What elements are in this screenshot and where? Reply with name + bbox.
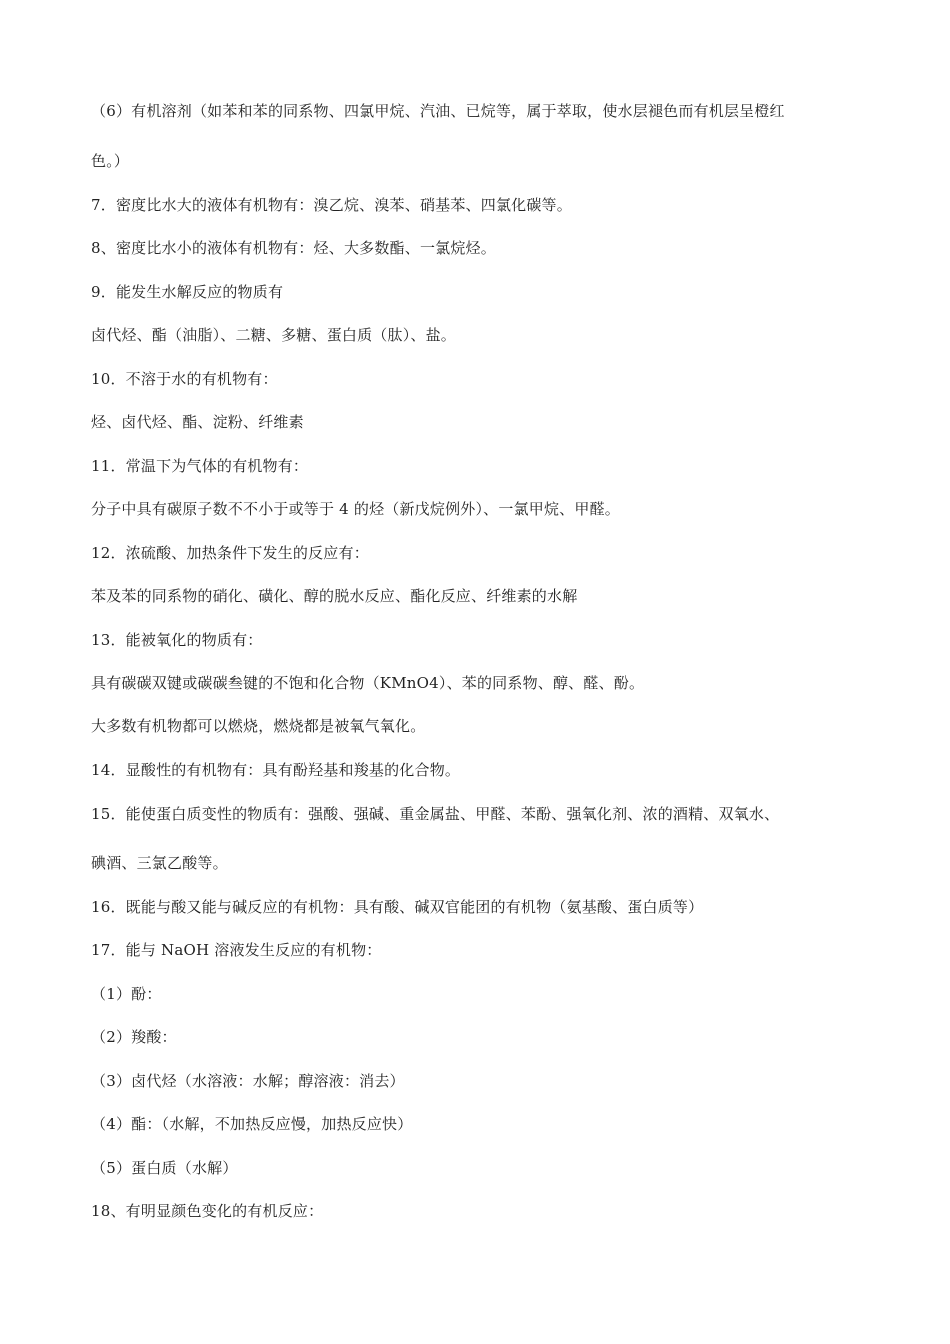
text-line-5: 9．能发生水解反应的物质有 xyxy=(91,283,284,301)
text-line-20: 17．能与 NaOH 溶液发生反应的有机物： xyxy=(91,941,382,959)
text-line-6: 卤代烃、酯（油脂）、二糖、多糖、蛋白质（肽）、盐。 xyxy=(91,326,457,344)
text-line-18: 碘酒、三氯乙酸等。 xyxy=(91,854,228,872)
text-line-4: 8、密度比水小的液体有机物有：烃、大多数酯、一氯烷烃。 xyxy=(91,239,496,257)
text-line-26: 18、有明显颜色变化的有机反应： xyxy=(91,1202,324,1220)
text-line-13: 13．能被氧化的物质有： xyxy=(91,631,263,649)
text-line-3: 7．密度比水大的液体有机物有：溴乙烷、溴苯、硝基苯、四氯化碳等。 xyxy=(91,196,572,214)
text-line-12: 苯及苯的同系物的硝化、磺化、醇的脱水反应、酯化反应、纤维素的水解 xyxy=(91,587,578,605)
text-line-17: 15．能使蛋白质变性的物质有：强酸、强碱、重金属盐、甲醛、苯酚、强氧化剂、浓的酒精、双氧水、 xyxy=(91,805,780,823)
text-line-7: 10．不溶于水的有机物有： xyxy=(91,370,278,388)
text-line-25: （5）蛋白质（水解） xyxy=(91,1159,238,1177)
text-line-11: 12．浓硫酸、加热条件下发生的反应有： xyxy=(91,544,369,562)
text-line-19: 16．既能与酸又能与碱反应的有机物：具有酸、碱双官能团的有机物（氨基酸、蛋白质等） xyxy=(91,898,704,916)
text-line-1: （6）有机溶剂（如苯和苯的同系物、四氯甲烷、汽油、已烷等，属于萃取，使水层褪色而有机层呈橙红 xyxy=(91,102,785,120)
text-line-2: 色。） xyxy=(91,152,130,170)
text-line-21: （1）酚： xyxy=(91,985,162,1003)
text-line-14: 具有碳碳双键或碳碳叁键的不饱和化合物（KMnO4）、苯的同系物、醇、醛、酚。 xyxy=(91,674,645,692)
text-line-23: （3）卤代烃（水溶液：水解；醇溶液：消去） xyxy=(91,1072,405,1090)
text-line-10: 分子中具有碳原子数不不小于或等于 4 的烃（新戊烷例外）、一氯甲烷、甲醛。 xyxy=(91,500,620,518)
text-line-8: 烃、卤代烃、酯、淀粉、纤维素 xyxy=(91,413,304,431)
text-line-9: 11．常温下为气体的有机物有： xyxy=(91,457,309,475)
text-line-22: （2）羧酸： xyxy=(91,1028,177,1046)
text-line-24: （4）酯：（水解，不加热反应慢，加热反应快） xyxy=(91,1115,413,1133)
text-line-16: 14．显酸性的有机物有：具有酚羟基和羧基的化合物。 xyxy=(91,761,461,779)
text-line-15: 大多数有机物都可以燃烧，燃烧都是被氧气氧化。 xyxy=(91,717,426,735)
